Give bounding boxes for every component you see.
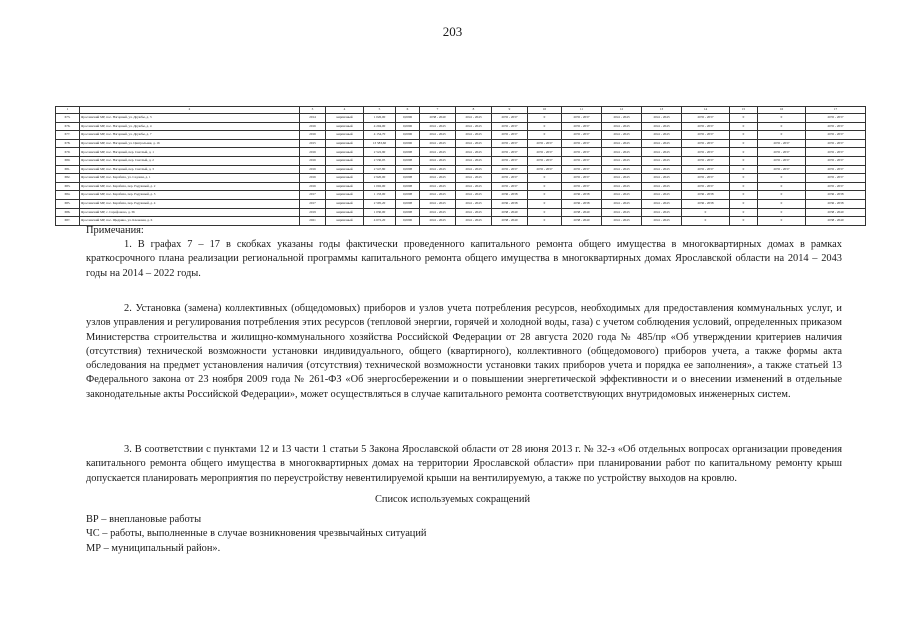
table-cell: 0 [758, 131, 806, 140]
table-cell: 2021 [300, 217, 326, 226]
table-cell: 0 [528, 191, 562, 200]
table-cell: 1 133,00 [364, 191, 396, 200]
table-cell: 2035 - 2037 [492, 174, 528, 183]
table-cell: 2041 - 2043 [602, 182, 642, 191]
table-header-cell: 6 [396, 107, 420, 114]
table-cell: 2035 - 2037 [492, 182, 528, 191]
table-cell: 0 [528, 199, 562, 208]
table-cell: 2035 - 2037 [492, 148, 528, 157]
table-cell: 0 [682, 217, 730, 226]
table-cell: 2015 [300, 139, 326, 148]
table-cell: 4 672,20 [364, 217, 396, 226]
abbreviations-list [86, 513, 427, 556]
table-cell: 2016 [300, 182, 326, 191]
table-cell: 680. [56, 156, 80, 165]
table-cell: Ярославский МР, пос. Карабиха, пер. Радужный, д. 2 [80, 182, 300, 191]
table-cell: 1 002,00 [364, 182, 396, 191]
table-cell: 2035 - 2037 [492, 122, 528, 131]
table-row [56, 191, 866, 200]
table-cell: 2035 - 2037 [562, 174, 602, 183]
table-cell: 2035 - 2037 [528, 139, 562, 148]
table-cell: 2041 - 2043 [642, 199, 682, 208]
table-cell: 0 [758, 122, 806, 131]
table-cell: 0 [758, 208, 806, 217]
table-cell: 2041 - 2043 [602, 208, 642, 217]
table-cell: 0,0006 [396, 131, 420, 140]
table-cell: 2036 - 2038 [562, 191, 602, 200]
table-cell: 2035 - 2037 [758, 148, 806, 157]
table-cell: 2041 - 2043 [642, 156, 682, 165]
table-cell: 2017 [300, 191, 326, 200]
notes-title: Примечания: [86, 225, 144, 236]
table-cell: 2035 - 2037 [492, 139, 528, 148]
table-cell: 2041 - 2043 [420, 174, 456, 183]
table-cell: 2036 - 2038 [682, 199, 730, 208]
table-cell: 685. [56, 199, 80, 208]
table-cell: 2041 - 2043 [642, 165, 682, 174]
table-cell: 2035 - 2037 [682, 148, 730, 157]
table-cell: 2041 - 2043 [642, 208, 682, 217]
table-cell: 2035 - 2037 [758, 156, 806, 165]
table-cell: 2035 - 2037 [562, 139, 602, 148]
table-header-cell: 17 [806, 107, 866, 114]
table-cell: кирпичный [326, 156, 364, 165]
table-cell: кирпичный [326, 148, 364, 157]
table-cell: Ярославский МР, пос. Карабиха, пер. Радужный, д. 4 [80, 199, 300, 208]
table-cell: 0 [758, 174, 806, 183]
table-cell: 0 [730, 199, 758, 208]
table-cell: 0 [528, 217, 562, 226]
table-cell: Ярославский МР, пос. Нагорный, пер. Светлый, д. 2 [80, 156, 300, 165]
table-row [56, 199, 866, 208]
table-cell: Ярославский МР, пос. Нагорный, пер. Светлый, д. 1 [80, 148, 300, 157]
table-row [56, 139, 866, 148]
table-cell: 2036 - 2038 [562, 199, 602, 208]
table-cell: 0 [730, 114, 758, 123]
table-cell: 0 [528, 122, 562, 131]
table-row [56, 131, 866, 140]
table-cell: 2041 - 2043 [456, 199, 492, 208]
table-cell: 2041 - 2043 [420, 217, 456, 226]
table-cell: 0 [730, 148, 758, 157]
table-row [56, 182, 866, 191]
table-header-cell: 4 [326, 107, 364, 114]
table-cell: 2 530,05 [364, 156, 396, 165]
table-cell: 2035 - 2037 [682, 139, 730, 148]
table-cell: 0,0008 [396, 174, 420, 183]
table-cell: 2 595,20 [364, 199, 396, 208]
table-cell: кирпичный [326, 199, 364, 208]
table-header-cell: 10 [528, 107, 562, 114]
table-cell: 2014 [300, 114, 326, 123]
table-cell: Ярославский МР, пос. Нагорный, ул. Дружбы, д. 4 [80, 122, 300, 131]
table-cell: 2016 [300, 148, 326, 157]
table-cell: 2041 - 2043 [420, 182, 456, 191]
table-cell: 0 [758, 199, 806, 208]
table-cell: 0,0008 [396, 148, 420, 157]
table-cell: Ярославский МР, с. Сарафоново, д. 36 [80, 208, 300, 217]
table-header-cell: 5 [364, 107, 396, 114]
table-cell: 0 [758, 182, 806, 191]
abbreviation-item: ЧС – работы, выполненные в случае возникновения чрезвычайных ситуаций [86, 528, 427, 540]
table-cell: Ярославский МР, пос. Щедрино, ул. Кленовая, д. 6 [80, 217, 300, 226]
table-header-cell: 8 [456, 107, 492, 114]
table-cell: кирпичный [326, 191, 364, 200]
table-cell: 687. [56, 217, 80, 226]
table-cell: 2036 - 2038 [806, 199, 866, 208]
table-cell: 2035 - 2037 [492, 165, 528, 174]
table-cell: 2035 - 2037 [806, 174, 866, 183]
table-cell: 2041 - 2043 [456, 182, 492, 191]
table-cell: 0,0008 [396, 182, 420, 191]
table-cell: 2019 [300, 208, 326, 217]
table-row [56, 208, 866, 217]
table-cell: 2035 - 2037 [682, 156, 730, 165]
table-cell: 2 920,00 [364, 174, 396, 183]
table-cell: 2035 - 2037 [758, 139, 806, 148]
table-row [56, 114, 866, 123]
table-cell: 2041 - 2043 [642, 217, 682, 226]
table-cell: 0 [730, 139, 758, 148]
table-cell: 2035 - 2037 [562, 156, 602, 165]
table-cell: 0,0006 [396, 217, 420, 226]
table-row [56, 174, 866, 183]
table-cell: 0,0008 [396, 191, 420, 200]
table-cell: 2035 - 2037 [806, 131, 866, 140]
table-cell: кирпичный [326, 122, 364, 131]
table-cell: 4 204,00 [364, 122, 396, 131]
table-cell: кирпичный [326, 174, 364, 183]
table-cell: 2035 - 2037 [682, 182, 730, 191]
table-row [56, 156, 866, 165]
table-cell: 2041 - 2043 [420, 199, 456, 208]
table-cell: 2041 - 2043 [602, 174, 642, 183]
table-cell: 2041 - 2043 [420, 131, 456, 140]
table-cell: 2035 - 2037 [562, 114, 602, 123]
table-cell: 2035 - 2037 [492, 156, 528, 165]
capital-repair-table [55, 106, 866, 226]
table-cell: 2041 - 2043 [642, 182, 682, 191]
table-cell: 2038 - 2040 [562, 217, 602, 226]
table-cell: 2041 - 2043 [602, 191, 642, 200]
table-cell: 0 [528, 174, 562, 183]
table-cell: 2035 - 2037 [528, 156, 562, 165]
table-cell: 2035 - 2037 [806, 114, 866, 123]
table-cell: 2035 - 2037 [806, 156, 866, 165]
table-cell: 2041 - 2043 [420, 208, 456, 217]
table-cell: 2035 - 2037 [682, 174, 730, 183]
table-cell: Ярославский МР, пос. Нагорный, ул. Дружбы, д. 7 [80, 131, 300, 140]
table-cell: 2035 - 2037 [758, 165, 806, 174]
table-header-cell: 11 [562, 107, 602, 114]
table-cell: 0 [730, 156, 758, 165]
table-cell: 2038 - 2040 [562, 208, 602, 217]
table-cell: 0,0006 [396, 139, 420, 148]
note-item: 3. В соответствии с пунктами 12 и 13 части 1 статьи 5 Закона Ярославской области от 28 июня 2013 г. № 32-з «Об отдельных вопросах организации проведения капитального ремонта общего имущества в многоквартирных домах на территории Ярославской области» при планировании работ по капитальному ремонту крыш допускается планировать мероприятия по переустройству невентилируемой крыши на вентилируемую, а также по устройству выходов на кровлю. [86, 444, 842, 484]
table-cell: 2041 - 2043 [602, 156, 642, 165]
table-cell: 2036 - 2038 [682, 191, 730, 200]
table-cell: 2041 - 2043 [420, 165, 456, 174]
abbreviations-title: Список используемых сокращений [374, 494, 531, 505]
table-cell: 2038 - 2040 [492, 217, 528, 226]
table-cell: кирпичный [326, 131, 364, 140]
table-cell: Ярославский МР, пос. Нагорный, пер. Светлый, д. 3 [80, 165, 300, 174]
table-cell: Ярославский МР, пос. Нагорный, ул. Дружбы, д. 3 [80, 114, 300, 123]
table-cell: 2035 - 2037 [562, 182, 602, 191]
table-cell: 2041 - 2043 [642, 122, 682, 131]
table-cell: 0 [758, 191, 806, 200]
table-cell: 13 583,60 [364, 139, 396, 148]
table-cell: 677. [56, 131, 80, 140]
table-cell: 2041 - 2043 [420, 139, 456, 148]
table-cell: 0 [730, 165, 758, 174]
table-cell: 2035 - 2037 [682, 131, 730, 140]
table-cell: 0 [730, 191, 758, 200]
table-cell: 2036 - 2038 [492, 199, 528, 208]
page-number: 203 [442, 24, 463, 39]
table-cell: 2035 - 2037 [562, 148, 602, 157]
table-cell: 2016 [300, 165, 326, 174]
table-cell: 2016 [300, 174, 326, 183]
table-cell: 0 [730, 208, 758, 217]
table-cell: 4 154,70 [364, 131, 396, 140]
table-cell: 678. [56, 139, 80, 148]
table-cell: 2016 [300, 122, 326, 131]
table-cell: 2035 - 2037 [806, 139, 866, 148]
table-cell: 2041 - 2043 [602, 148, 642, 157]
table-cell: 2041 - 2043 [420, 148, 456, 157]
table-cell: 1 030,00 [364, 208, 396, 217]
table-cell: 679. [56, 148, 80, 157]
table-header-cell: 15 [730, 107, 758, 114]
table-cell: 673. [56, 114, 80, 123]
table-cell: 2041 - 2043 [420, 191, 456, 200]
table-row [56, 122, 866, 131]
table-cell: 2041 - 2043 [456, 114, 492, 123]
table-cell: 2041 - 2043 [602, 217, 642, 226]
table-cell: 2041 - 2043 [420, 122, 456, 131]
table-cell: 0,0008 [396, 156, 420, 165]
table-cell: 0,0008 [396, 165, 420, 174]
table-cell: 2035 - 2037 [806, 122, 866, 131]
table-cell: кирпичный [326, 165, 364, 174]
table-cell: 0,0006 [396, 114, 420, 123]
table-cell: 2035 - 2037 [806, 148, 866, 157]
table-cell: 2035 - 2037 [492, 114, 528, 123]
table-cell: 2041 - 2043 [456, 131, 492, 140]
table-header-cell: 9 [492, 107, 528, 114]
table-cell: 2038 - 2040 [806, 208, 866, 217]
table-cell: 2041 - 2043 [642, 174, 682, 183]
table-cell: 686. [56, 208, 80, 217]
table-cell: кирпичный [326, 139, 364, 148]
table-cell: 2041 - 2043 [642, 191, 682, 200]
table-cell: кирпичный [326, 114, 364, 123]
table-cell: 684. [56, 191, 80, 200]
table-cell: Ярославский МР, пос. Карабиха, пер. Радужный, д. 3 [80, 191, 300, 200]
table-cell: 2041 - 2043 [642, 139, 682, 148]
table-cell: 2035 - 2037 [682, 114, 730, 123]
table-cell: 2 522,90 [364, 148, 396, 157]
table-cell: 2035 - 2037 [528, 148, 562, 157]
table-cell: 2035 - 2037 [562, 131, 602, 140]
table-cell: 2041 - 2043 [420, 156, 456, 165]
table-cell: 2041 - 2043 [456, 208, 492, 217]
table-cell: 2036 - 2038 [806, 191, 866, 200]
table-cell: 2038 - 2040 [420, 114, 456, 123]
table-cell: 0,0006 [396, 122, 420, 131]
table-cell: 2035 - 2037 [806, 182, 866, 191]
table-cell: 2035 - 2037 [492, 131, 528, 140]
table-cell: 2035 - 2037 [682, 165, 730, 174]
abbreviation-item: ВР – внеплановые работы [86, 514, 202, 525]
note-item: 2. Установка (замена) коллективных (общедомовых) приборов и узлов учета потребления ресурсов, необходимых для предоставления коммунальных услуг, и узлов управления и регулирования потребления этих ресурсов (тепловой энергии, горячей и холодной воды, газа) с учетом соблюдения условий, определенных приказом Министерства строительства и жилищно-коммунального хозяйства Российской Федерации от 28 августа 2020 года № 485/пр «Об утверждении критериев наличия (отсутствия) технической возможности установки индивидуального, общего (квартирного), коллективного (общедомового) приборов учета, а также формы акта обследования на предмет установления наличия (отсутствия) технической возможности установки таких приборов учета и порядка ее заполнения», а также статьей 13 Федерального закона от 23 ноября 2009 года № 261-ФЗ «Об энергосбережении и о повышении энергетической эффективности и о внесении изменений в отдельные законодательные акты Российской Федерации», может осуществляться в случае капитального ремонта соответствующих внутридомовых инженерных систем. [86, 303, 842, 400]
table-cell: 2041 - 2043 [602, 114, 642, 123]
table-cell: 2041 - 2043 [642, 131, 682, 140]
table-cell: кирпичный [326, 208, 364, 217]
table-cell: 2041 - 2043 [456, 122, 492, 131]
table-cell: 2038 - 2040 [492, 208, 528, 217]
table-header-cell: 2 [80, 107, 300, 114]
table-header-cell: 14 [682, 107, 730, 114]
table-header-cell: 7 [420, 107, 456, 114]
table-cell: Ярославский МР, пос. Нагорный, ул. Центральная, д. 16 [80, 139, 300, 148]
table-cell: 2041 - 2043 [456, 191, 492, 200]
table-header-cell: 1 [56, 107, 80, 114]
table-header-cell: 16 [758, 107, 806, 114]
table-cell: 2035 - 2037 [528, 165, 562, 174]
table-cell: 2041 - 2043 [456, 217, 492, 226]
table-cell: 0 [528, 114, 562, 123]
table-cell: 2016 [300, 131, 326, 140]
table-cell: 0 [758, 114, 806, 123]
table-row [56, 165, 866, 174]
table-header-cell: 13 [642, 107, 682, 114]
table-cell: 0 [682, 208, 730, 217]
table-cell: 2016 [300, 156, 326, 165]
table-cell: 2038 - 2040 [806, 217, 866, 226]
table-cell: 676. [56, 122, 80, 131]
table-cell: 2041 - 2043 [642, 148, 682, 157]
table-cell: 682. [56, 174, 80, 183]
table-cell: 2041 - 2043 [456, 148, 492, 157]
table-header-row [56, 107, 866, 114]
table-cell: 2035 - 2037 [806, 165, 866, 174]
table-cell: 2041 - 2043 [602, 165, 642, 174]
table-cell: 0 [528, 208, 562, 217]
table-cell: Ярославский МР, пос. Карабиха, ул. Садовая, д. 1 [80, 174, 300, 183]
table-cell: 0 [730, 174, 758, 183]
table-cell: 0 [730, 131, 758, 140]
table-cell: кирпичный [326, 182, 364, 191]
table-cell: 0 [528, 131, 562, 140]
table-row [56, 148, 866, 157]
table-cell: 2035 - 2037 [562, 165, 602, 174]
table-cell: кирпичный [326, 217, 364, 226]
table-cell: 683. [56, 182, 80, 191]
table-cell: 0 [528, 182, 562, 191]
table-header-cell: 3 [300, 107, 326, 114]
table-cell: 2041 - 2043 [456, 139, 492, 148]
table-cell: 2036 - 2038 [492, 191, 528, 200]
table-cell: 2035 - 2037 [682, 122, 730, 131]
table-cell: 2041 - 2043 [602, 131, 642, 140]
table-cell: 0 [730, 182, 758, 191]
table-cell: 2041 - 2043 [642, 114, 682, 123]
abbreviation-item: МР – муниципальный район». [86, 542, 221, 554]
table-cell: 2041 - 2043 [456, 174, 492, 183]
table-cell: 0 [730, 217, 758, 226]
table-cell: 2041 - 2043 [456, 156, 492, 165]
table-cell: 1 026,00 [364, 114, 396, 123]
table-cell: 2041 - 2043 [602, 122, 642, 131]
table-header-cell: 12 [602, 107, 642, 114]
table-cell: 0 [730, 122, 758, 131]
table-cell: 0,0008 [396, 199, 420, 208]
note-item: 1. В графах 7 – 17 в скобках указаны годы фактически проведенного капитального ремонта общего имущества в многоквартирных домах в рамках краткосрочного плана реализации региональной программы капитального ремонта общего имущества в многоквартирных домах Ярославской области на 2014 – 2043 годы на 2014 – 2022 годы. [86, 239, 842, 279]
table-cell: 2035 - 2037 [562, 122, 602, 131]
table-cell: 2041 - 2043 [456, 165, 492, 174]
table-cell: 0 [758, 217, 806, 226]
table-cell: 2017 [300, 199, 326, 208]
table-cell: 681. [56, 165, 80, 174]
table-cell: 2041 - 2043 [602, 199, 642, 208]
table-cell: 2041 - 2043 [602, 139, 642, 148]
table-cell: 2 547,80 [364, 165, 396, 174]
table-cell: 0,0008 [396, 208, 420, 217]
